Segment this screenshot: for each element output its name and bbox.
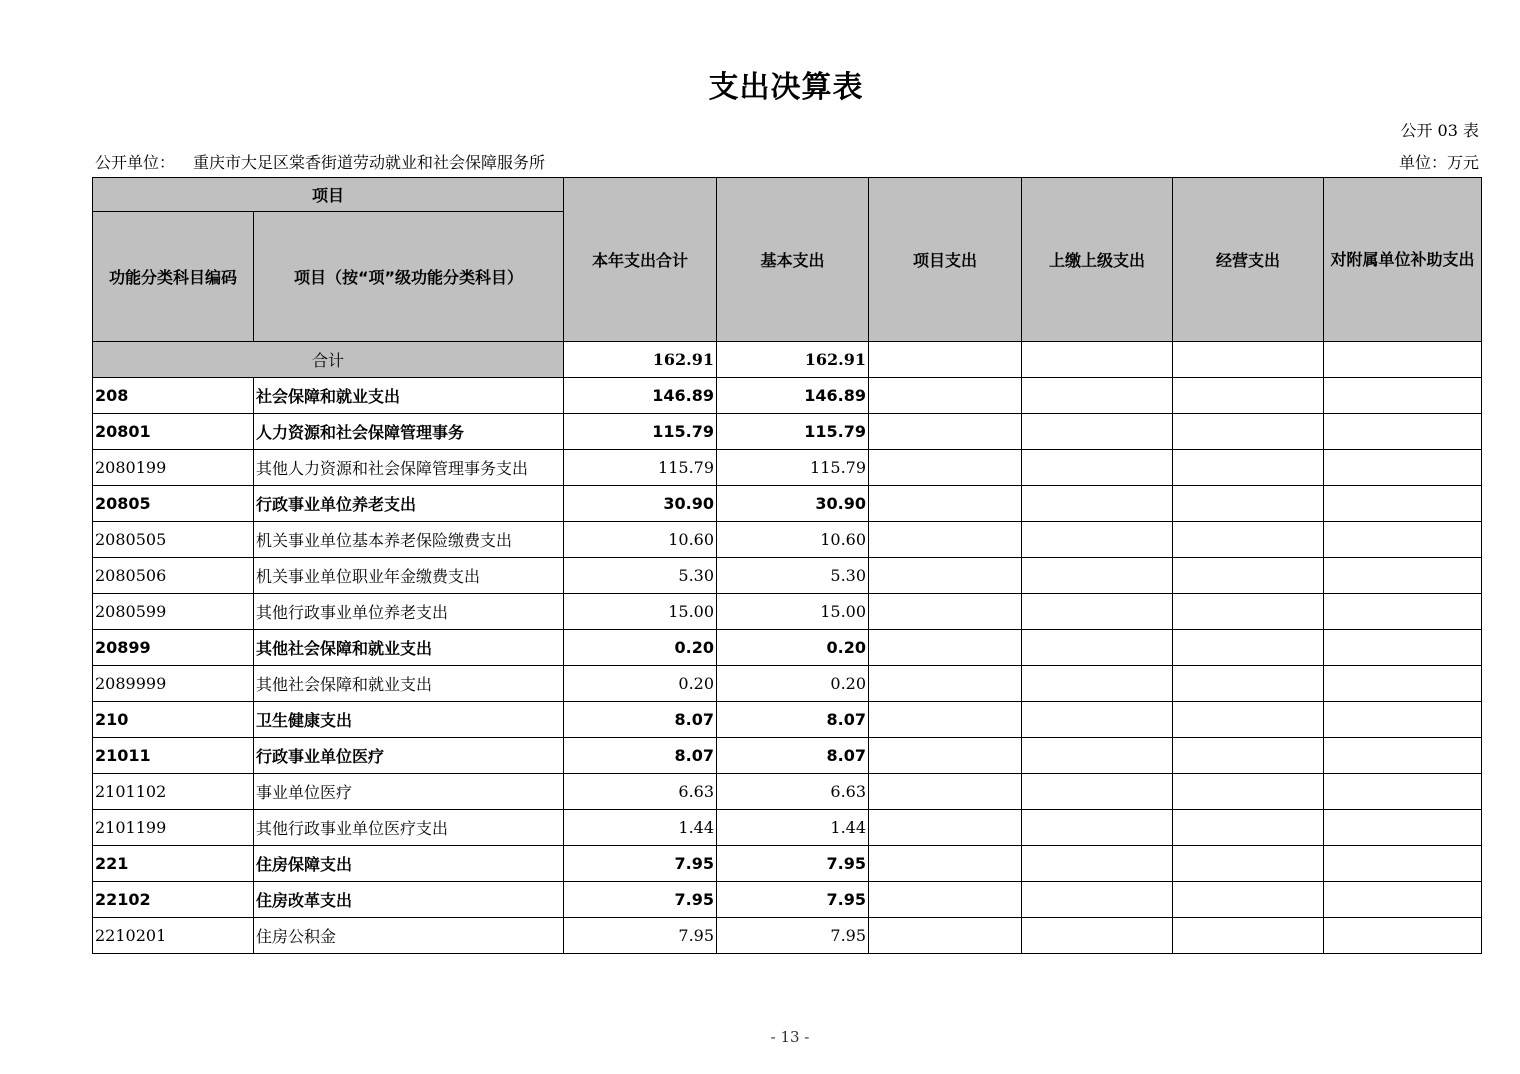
upper-cell (1022, 810, 1173, 846)
project-cell (869, 918, 1022, 954)
upper-cell (1022, 918, 1173, 954)
business-cell (1173, 774, 1324, 810)
total-cell: 0.20 (564, 630, 717, 666)
name-cell: 其他行政事业单位医疗支出 (254, 810, 564, 846)
name-cell: 其他社会保障和就业支出 (254, 630, 564, 666)
name-cell: 事业单位医疗 (254, 774, 564, 810)
table-row (93, 558, 1482, 594)
subsidy-cell (1324, 486, 1482, 522)
total-cell: 5.30 (564, 558, 717, 594)
table-row (93, 522, 1482, 558)
code-cell: 2080506 (93, 558, 254, 594)
name-cell: 住房改革支出 (254, 882, 564, 918)
table-row (93, 882, 1482, 918)
total-cell: 8.07 (564, 702, 717, 738)
table-row (93, 486, 1482, 522)
subsidy-cell (1324, 882, 1482, 918)
header-total: 本年支出合计 (564, 178, 717, 342)
subsidy-cell (1324, 774, 1482, 810)
code-cell: 21011 (93, 738, 254, 774)
upper-cell (1022, 630, 1173, 666)
basic-cell: 8.07 (717, 738, 869, 774)
project-cell (869, 594, 1022, 630)
name-cell: 社会保障和就业支出 (254, 378, 564, 414)
upper-cell (1022, 558, 1173, 594)
code-cell: 22102 (93, 882, 254, 918)
header-code: 功能分类科目编码 (93, 212, 254, 342)
basic-cell: 7.95 (717, 918, 869, 954)
subsidy-cell (1324, 558, 1482, 594)
code-cell: 20805 (93, 486, 254, 522)
reporting-unit-name: 重庆市大足区棠香街道劳动就业和社会保障服务所 (193, 153, 546, 172)
project-cell (869, 666, 1022, 702)
basic-cell: 0.20 (717, 630, 869, 666)
subsidy-cell (1324, 738, 1482, 774)
total-cell: 15.00 (564, 594, 717, 630)
basic-cell: 30.90 (717, 486, 869, 522)
business-cell (1173, 882, 1324, 918)
business-cell (1173, 378, 1324, 414)
code-cell: 2080505 (93, 522, 254, 558)
business-cell (1173, 594, 1324, 630)
form-number: 公开 03 表 (1400, 121, 1479, 140)
subsidy-cell (1324, 846, 1482, 882)
total-cell: 6.63 (564, 774, 717, 810)
table-row (93, 810, 1482, 846)
upper-cell (1022, 882, 1173, 918)
project-cell (869, 342, 1022, 378)
total-cell: 1.44 (564, 810, 717, 846)
name-cell: 卫生健康支出 (254, 702, 564, 738)
basic-cell: 115.79 (717, 450, 869, 486)
header-project-group: 项目 (93, 178, 564, 212)
business-cell (1173, 666, 1324, 702)
table-row (93, 450, 1482, 486)
code-cell: 2210201 (93, 918, 254, 954)
business-cell (1173, 486, 1324, 522)
header-business: 经营支出 (1173, 178, 1324, 342)
total-cell: 162.91 (564, 342, 717, 378)
money-unit: 单位：万元 (1398, 153, 1479, 172)
upper-cell (1022, 774, 1173, 810)
table-row (93, 738, 1482, 774)
header-project: 项目支出 (869, 178, 1022, 342)
basic-cell: 5.30 (717, 558, 869, 594)
name-cell: 其他社会保障和就业支出 (254, 666, 564, 702)
upper-cell (1022, 342, 1173, 378)
code-cell: 2089999 (93, 666, 254, 702)
table-row (93, 378, 1482, 414)
subsidy-cell (1324, 342, 1482, 378)
upper-cell (1022, 738, 1173, 774)
code-cell: 221 (93, 846, 254, 882)
project-cell (869, 558, 1022, 594)
basic-cell: 1.44 (717, 810, 869, 846)
total-label: 合计 (93, 342, 564, 378)
business-cell (1173, 846, 1324, 882)
business-cell (1173, 342, 1324, 378)
basic-cell: 115.79 (717, 414, 869, 450)
upper-cell (1022, 414, 1173, 450)
basic-cell: 10.60 (717, 522, 869, 558)
project-cell (869, 738, 1022, 774)
total-cell: 30.90 (564, 486, 717, 522)
total-cell: 7.95 (564, 882, 717, 918)
project-cell (869, 882, 1022, 918)
name-cell: 其他人力资源和社会保障管理事务支出 (254, 450, 564, 486)
table-body (93, 342, 1482, 954)
name-cell: 人力资源和社会保障管理事务 (254, 414, 564, 450)
table-row (93, 594, 1482, 630)
business-cell (1173, 558, 1324, 594)
name-cell: 住房保障支出 (254, 846, 564, 882)
basic-cell: 7.95 (717, 882, 869, 918)
business-cell (1173, 450, 1324, 486)
project-cell (869, 378, 1022, 414)
total-cell: 115.79 (564, 414, 717, 450)
page-title: 支出决算表 (708, 70, 864, 105)
code-cell: 210 (93, 702, 254, 738)
code-cell: 2101199 (93, 810, 254, 846)
business-cell (1173, 630, 1324, 666)
table-row (93, 846, 1482, 882)
table-row (93, 702, 1482, 738)
table-row (93, 414, 1482, 450)
total-cell: 146.89 (564, 378, 717, 414)
project-cell (869, 774, 1022, 810)
business-cell (1173, 414, 1324, 450)
basic-cell: 15.00 (717, 594, 869, 630)
code-cell: 2101102 (93, 774, 254, 810)
code-cell: 2080199 (93, 450, 254, 486)
reporting-unit-label: 公开单位： (95, 153, 176, 172)
upper-cell (1022, 450, 1173, 486)
subsidy-cell (1324, 918, 1482, 954)
project-cell (869, 702, 1022, 738)
subsidy-cell (1324, 702, 1482, 738)
business-cell (1173, 918, 1324, 954)
basic-cell: 7.95 (717, 846, 869, 882)
subsidy-cell (1324, 630, 1482, 666)
upper-cell (1022, 522, 1173, 558)
code-cell: 2080599 (93, 594, 254, 630)
upper-cell (1022, 594, 1173, 630)
project-cell (869, 810, 1022, 846)
subsidy-cell (1324, 666, 1482, 702)
subsidy-cell (1324, 810, 1482, 846)
basic-cell: 146.89 (717, 378, 869, 414)
subsidy-cell (1324, 378, 1482, 414)
header-name: 项目（按“项”级功能分类科目） (254, 212, 564, 342)
business-cell (1173, 702, 1324, 738)
code-cell: 20801 (93, 414, 254, 450)
name-cell: 行政事业单位养老支出 (254, 486, 564, 522)
project-cell (869, 414, 1022, 450)
business-cell (1173, 810, 1324, 846)
name-cell: 机关事业单位基本养老保险缴费支出 (254, 522, 564, 558)
total-row (93, 342, 1482, 378)
name-cell: 其他行政事业单位养老支出 (254, 594, 564, 630)
upper-cell (1022, 666, 1173, 702)
name-cell: 行政事业单位医疗 (254, 738, 564, 774)
reporting-unit (95, 150, 545, 173)
table-row (93, 630, 1482, 666)
table-row (93, 666, 1482, 702)
business-cell (1173, 738, 1324, 774)
project-cell (869, 486, 1022, 522)
total-cell: 7.95 (564, 918, 717, 954)
header-basic: 基本支出 (717, 178, 869, 342)
code-cell: 20899 (93, 630, 254, 666)
name-cell: 住房公积金 (254, 918, 564, 954)
expenditure-table (92, 177, 1482, 954)
project-cell (869, 630, 1022, 666)
subsidy-cell (1324, 594, 1482, 630)
total-cell: 0.20 (564, 666, 717, 702)
total-cell: 115.79 (564, 450, 717, 486)
upper-cell (1022, 846, 1173, 882)
upper-cell (1022, 702, 1173, 738)
subsidy-cell (1324, 450, 1482, 486)
project-cell (869, 450, 1022, 486)
code-cell: 208 (93, 378, 254, 414)
total-cell: 10.60 (564, 522, 717, 558)
name-cell: 机关事业单位职业年金缴费支出 (254, 558, 564, 594)
page-number: - 13 - (770, 1028, 810, 1046)
subsidy-cell (1324, 522, 1482, 558)
basic-cell: 6.63 (717, 774, 869, 810)
header-subsidy: 对附属单位补助支出 (1324, 178, 1482, 342)
business-cell (1173, 522, 1324, 558)
project-cell (869, 522, 1022, 558)
total-cell: 8.07 (564, 738, 717, 774)
subsidy-cell (1324, 414, 1482, 450)
total-cell: 7.95 (564, 846, 717, 882)
basic-cell: 0.20 (717, 666, 869, 702)
project-cell (869, 846, 1022, 882)
upper-cell (1022, 378, 1173, 414)
table-row (93, 918, 1482, 954)
header-upper: 上缴上级支出 (1022, 178, 1173, 342)
table-row (93, 774, 1482, 810)
upper-cell (1022, 486, 1173, 522)
basic-cell: 8.07 (717, 702, 869, 738)
basic-cell: 162.91 (717, 342, 869, 378)
